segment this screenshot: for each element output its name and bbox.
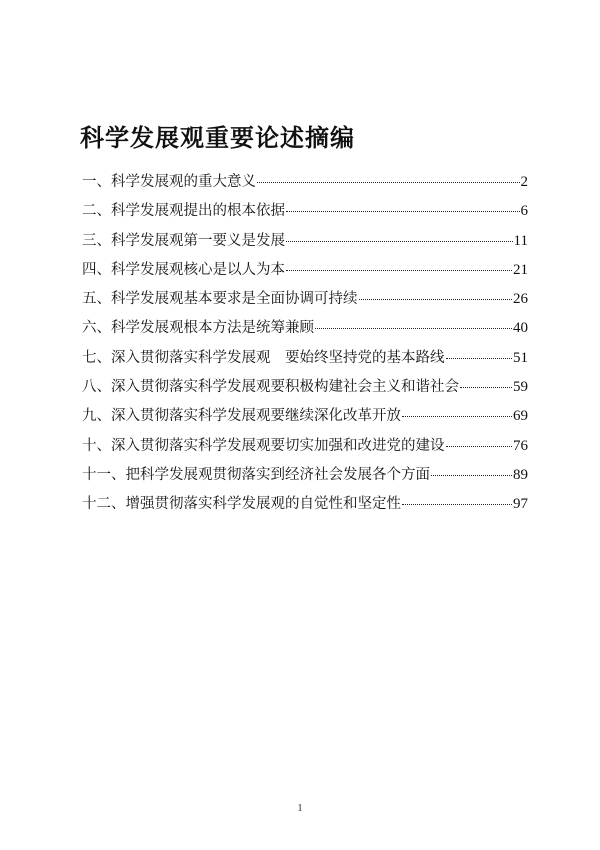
page-number: 1 <box>297 802 303 814</box>
toc-entry-page: 76 <box>513 437 528 454</box>
toc-entry-label: 三、科学发展观第一要义是发展 <box>82 232 285 249</box>
toc-entry[interactable] <box>82 316 528 345</box>
toc-entry-label: 八、深入贯彻落实科学发展观要积极构建社会主义和谐社会 <box>82 379 459 396</box>
page-title: 科学发展观重要论述摘编 <box>80 123 355 152</box>
toc-entry[interactable] <box>82 258 528 287</box>
toc-leader-dots <box>286 226 513 242</box>
toc-entry[interactable] <box>82 404 528 433</box>
toc-entry-page: 26 <box>513 291 528 308</box>
toc-leader-dots <box>315 314 512 330</box>
toc-entry[interactable] <box>82 199 528 228</box>
toc-entry[interactable] <box>82 287 528 316</box>
toc-entry-label: 十一、把科学发展观贯彻落实到经济社会发展各个方面 <box>82 466 430 483</box>
toc-entry-label: 一、科学发展观的重大意义 <box>82 174 256 190</box>
toc-leader-dots <box>446 343 513 359</box>
toc-entry[interactable] <box>82 170 528 199</box>
toc-entry-label: 九、深入贯彻落实科学发展观要继续深化改革开放 <box>82 408 401 425</box>
toc-entry-label: 十、深入贯彻落实科学发展观要切实加强和改进党的建设 <box>82 437 445 454</box>
toc-entry-page: 6 <box>520 203 528 220</box>
toc-entry-label: 二、科学发展观提出的根本依据 <box>82 203 285 220</box>
toc-entry[interactable] <box>82 229 528 258</box>
toc-entry[interactable] <box>82 346 528 375</box>
toc-entry[interactable] <box>82 492 528 521</box>
toc-leader-dots <box>402 490 512 506</box>
toc-entry-page: 97 <box>513 496 528 513</box>
toc-entry-page: 51 <box>513 349 528 366</box>
toc-leader-dots <box>286 255 512 271</box>
toc-entry-page: 59 <box>513 379 528 396</box>
toc-entry[interactable] <box>82 434 528 463</box>
toc-leader-dots <box>286 197 520 213</box>
table-of-contents <box>82 170 528 522</box>
toc-leader-dots <box>402 402 512 418</box>
toc-entry[interactable] <box>82 375 528 404</box>
toc-entry-label: 四、科学发展观核心是以人为本 <box>82 261 285 278</box>
toc-entry-page: 69 <box>513 408 528 425</box>
toc-entry-page: 2 <box>520 174 528 190</box>
toc-entry-page: 40 <box>513 320 528 337</box>
toc-entry-label: 五、科学发展观基本要求是全面协调可持续 <box>82 291 358 308</box>
toc-entry-page: 89 <box>513 466 528 483</box>
toc-entry-page: 21 <box>513 261 528 278</box>
toc-entry-label: 七、深入贯彻落实科学发展观 要始终坚持党的基本路线 <box>82 349 445 366</box>
toc-leader-dots <box>431 460 512 476</box>
toc-leader-dots <box>446 431 513 447</box>
toc-leader-dots <box>460 373 512 389</box>
toc-entry-page: 11 <box>513 232 528 249</box>
toc-entry-label: 六、科学发展观根本方法是统筹兼顾 <box>82 320 314 337</box>
toc-entry[interactable] <box>82 463 528 492</box>
toc-leader-dots <box>257 168 520 184</box>
toc-entry-label: 十二、增强贯彻落实科学发展观的自觉性和坚定性 <box>82 496 401 513</box>
toc-leader-dots <box>359 285 513 301</box>
